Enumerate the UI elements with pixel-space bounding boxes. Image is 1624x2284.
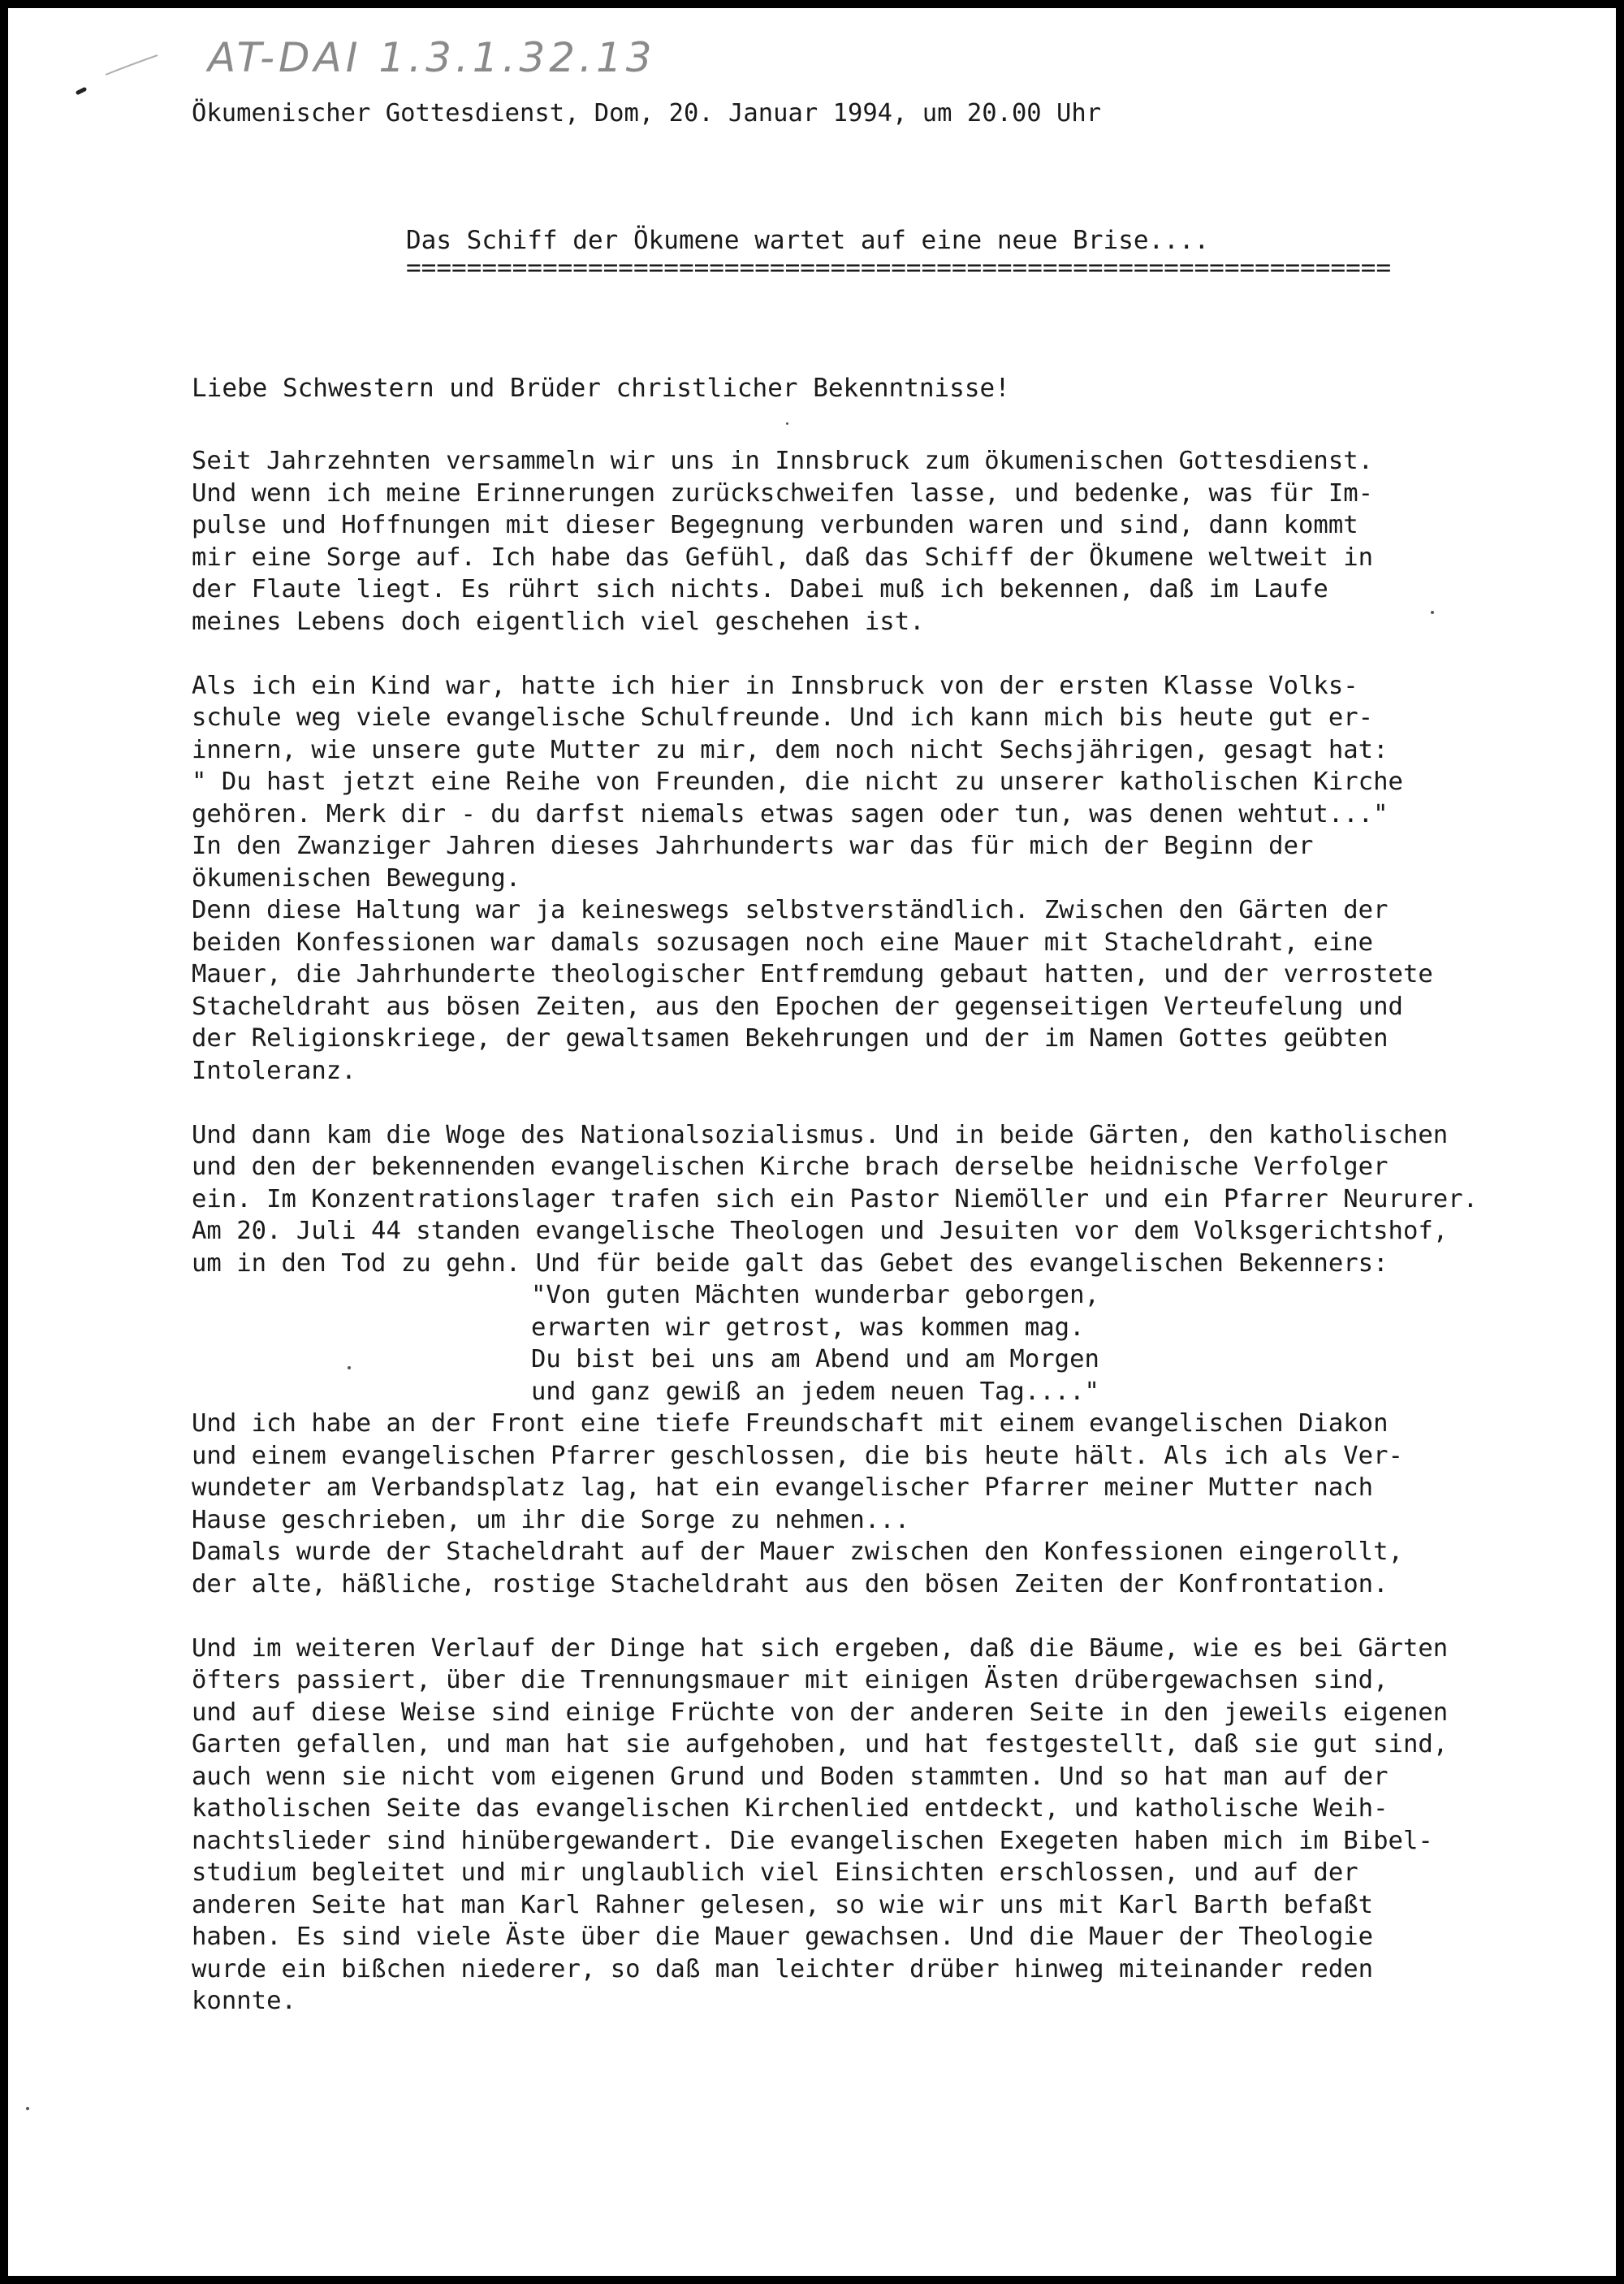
text-line: Seit Jahrzehnten versammeln wir uns in Innsbruck zum ökumenischen Gottesdienst. (192, 447, 1374, 475)
text-line: beiden Konfessionen war damals sozusagen noch eine Mauer mit Stacheldraht, eine (192, 928, 1374, 957)
document-page (8, 8, 1616, 2276)
text-line: ein. Im Konzentrationslager trafen sich ein Pastor Niemöller und ein Pfarrer Neururer. (192, 1184, 1479, 1213)
document-title: Das Schiff der Ökumene wartet auf eine neue Brise.... (406, 226, 1210, 255)
text-line: meines Lebens doch eigentlich viel geschehen ist. (192, 607, 925, 636)
text-line: um in den Tod zu gehn. Und für beide galt das Gebet des evangelischen Bekenners: (192, 1248, 1389, 1278)
text-line: und auf diese Weise sind einige Früchte von der anderen Seite in den jeweils eigenen (192, 1698, 1449, 1727)
text-line: öfters passiert, über die Trennungsmauer mit einigen Ästen drübergewachsen sind, (192, 1666, 1389, 1694)
text-line: Und ich habe an der Front eine tiefe Freundschaft mit einem evangelischen Diakon (192, 1409, 1389, 1438)
text-line: Garten gefallen, und man hat sie aufgehoben, und hat festgestellt, daß sie gut sind, (192, 1730, 1449, 1758)
poem-line: "Von guten Mächten wunderbar geborgen, (531, 1281, 1099, 1309)
text-line: Als ich ein Kind war, hatte ich hier in Innsbruck von der ersten Klasse Volks- (192, 671, 1358, 700)
pen-stroke-mark (73, 47, 171, 104)
service-header: Ökumenischer Gottesdienst, Dom, 20. Januar 1994, um 20.00 Uhr (192, 99, 1102, 128)
title-underline: ================================================================= (406, 253, 1392, 283)
text-line: Intoleranz. (192, 1056, 356, 1085)
salutation: Liebe Schwestern und Brüder christlicher Bekenntnisse! (192, 374, 1010, 403)
text-line: konnte. (192, 1987, 296, 2015)
text-line: pulse und Hoffnungen mit dieser Begegnung verbunden waren und sind, dann kommt (192, 511, 1358, 539)
text-line: Mauer, die Jahrhunderte theologischer Entfremdung gebaut hatten, und der verrostete (192, 960, 1433, 988)
poem-line: Du bist bei uns am Abend und am Morgen (531, 1345, 1099, 1373)
text-line: auch wenn sie nicht vom eigenen Grund und Boden stammten. Und so hat man auf der (192, 1762, 1389, 1791)
text-line: Am 20. Juli 44 standen evangelische Theologen und Jesuiten vor dem Volksgerichtshof, (192, 1217, 1449, 1245)
archive-signature: AT-DAI 1.3.1.32.13 (208, 34, 656, 81)
text-line: der alte, häßliche, rostige Stacheldraht aus den bösen Zeiten der Konfrontation. (192, 1569, 1389, 1598)
text-line: der Flaute liegt. Es rührt sich nichts. Dabei muß ich bekennen, daß im Laufe (192, 575, 1328, 603)
scan-speck (348, 1366, 351, 1369)
text-line: schule weg viele evangelische Schulfreunde. Und ich kann mich bis heute gut er- (192, 703, 1374, 732)
poem-line: erwarten wir getrost, was kommen mag. (531, 1313, 1085, 1342)
text-line: anderen Seite hat man Karl Rahner gelesen, so wie wir uns mit Karl Barth befaßt (192, 1890, 1374, 1919)
text-line: wundeter am Verbandsplatz lag, hat ein evangelischer Pfarrer meiner Mutter nach (192, 1473, 1374, 1502)
text-line: und einem evangelischen Pfarrer geschlossen, die bis heute hält. Als ich als Ver- (192, 1441, 1403, 1470)
text-line: In den Zwanziger Jahren dieses Jahrhunderts war das für mich der Beginn der (192, 832, 1314, 860)
text-line: nachtslieder sind hinübergewandert. Die evangelischen Exegeten haben mich im Bibel- (192, 1826, 1433, 1855)
text-line: Hause geschrieben, um ihr die Sorge zu nehmen... (192, 1505, 910, 1534)
text-line: wurde ein bißchen niederer, so daß man leichter drüber hinweg miteinander reden (192, 1954, 1374, 1983)
text-line: innern, wie unsere gute Mutter zu mir, dem noch nicht Sechsjährigen, gesagt hat: (192, 735, 1389, 764)
text-line: Stacheldraht aus bösen Zeiten, aus den Epochen der gegenseitigen Verteufelung und (192, 992, 1403, 1021)
text-line: ökumenischen Bewegung. (192, 863, 521, 893)
text-line: Damals wurde der Stacheldraht auf der Mauer zwischen den Konfessionen eingerollt, (192, 1538, 1403, 1566)
text-line: studium begleitet und mir unglaublich viel Einsichten erschlossen, und auf der (192, 1858, 1358, 1887)
text-line: mir eine Sorge auf. Ich habe das Gefühl, daß das Schiff der Ökumene weltweit in (192, 543, 1374, 572)
scan-speck (786, 422, 788, 425)
text-line: " Du hast jetzt eine Reihe von Freunden, die nicht zu unserer katholischen Kirche (192, 768, 1403, 796)
text-line: und den der bekennenden evangelischen Kirche brach derselbe heidnische Verfolger (192, 1153, 1389, 1181)
poem-line: und ganz gewiß an jedem neuen Tag...." (531, 1377, 1099, 1406)
text-line: Und dann kam die Woge des Nationalsozialismus. Und in beide Gärten, den katholischen (192, 1120, 1449, 1149)
text-line: Und im weiteren Verlauf der Dinge hat sich ergeben, daß die Bäume, wie es bei Gärten (192, 1633, 1449, 1663)
text-line: der Religionskriege, der gewaltsamen Bekehrungen und der im Namen Gottes geübten (192, 1024, 1389, 1053)
text-line: haben. Es sind viele Äste über die Mauer gewachsen. Und die Mauer der Theologie (192, 1923, 1374, 1951)
scan-speck (26, 2107, 29, 2110)
body-text (192, 445, 1478, 2018)
text-line: katholischen Seite das evangelischen Kirchenlied entdeckt, und katholische Weih- (192, 1794, 1389, 1823)
text-line: Denn diese Haltung war ja keineswegs selbstverständlich. Zwischen den Gärten der (192, 896, 1389, 924)
text-line: gehören. Merk dir - du darfst niemals etwas sagen oder tun, was denen wehtut..." (192, 799, 1389, 828)
scan-speck (1431, 611, 1434, 614)
text-line: Und wenn ich meine Erinnerungen zurückschweifen lasse, und bedenke, was für Im- (192, 478, 1374, 508)
